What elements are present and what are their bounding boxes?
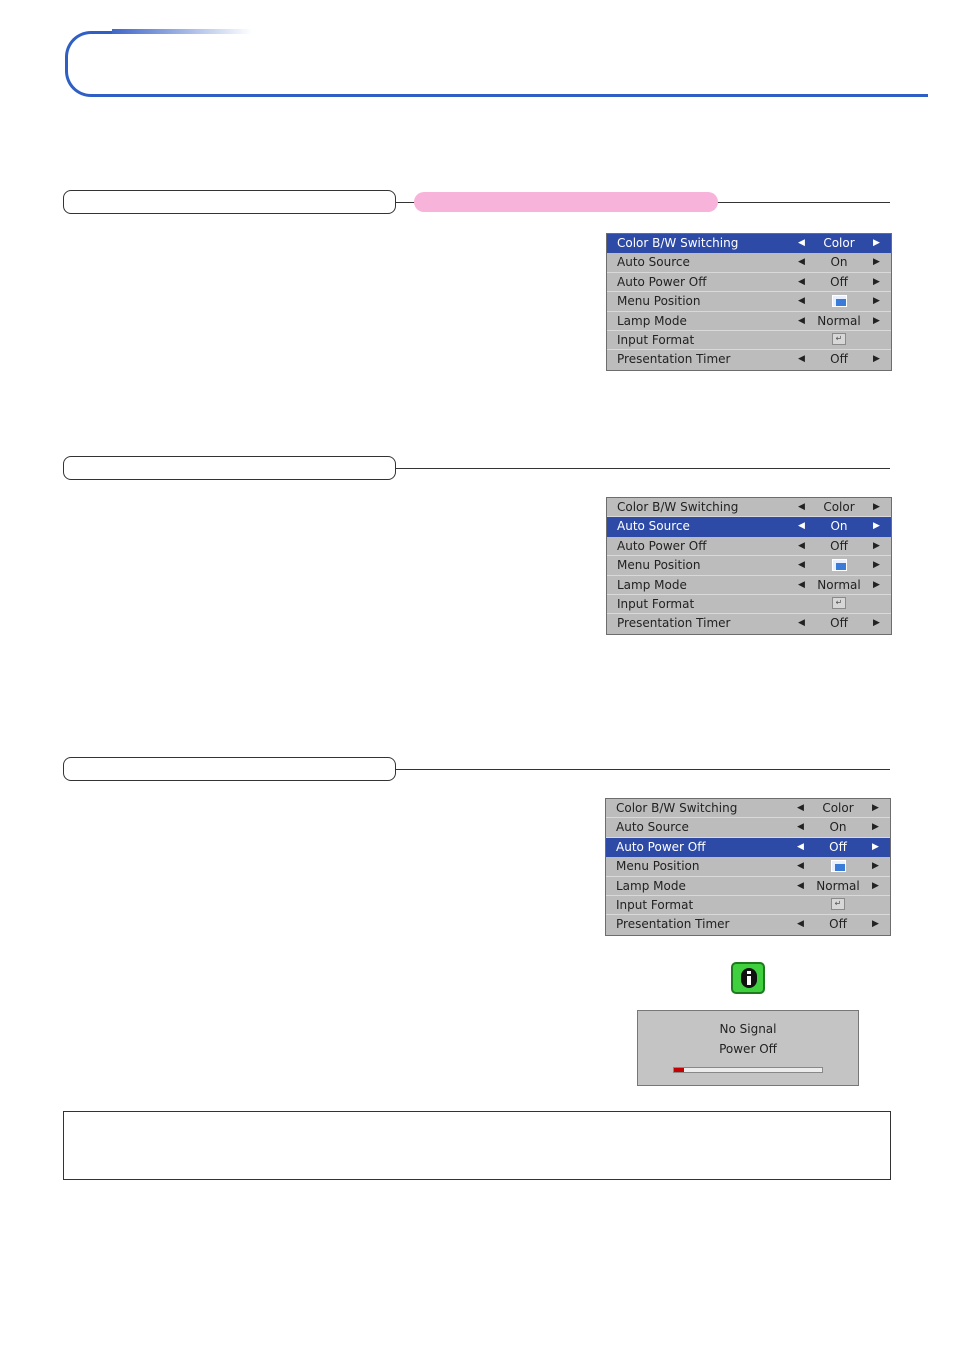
menu-row-value: On bbox=[829, 820, 847, 835]
left-arrow-icon[interactable]: ◀ bbox=[798, 560, 805, 571]
info-icon bbox=[731, 962, 765, 994]
menu-row[interactable] bbox=[607, 498, 891, 517]
menu-row[interactable] bbox=[606, 877, 890, 896]
right-arrow-icon[interactable]: ▶ bbox=[872, 919, 879, 930]
menu-row-value: Off bbox=[829, 917, 847, 932]
right-arrow-icon[interactable]: ▶ bbox=[872, 822, 879, 833]
left-arrow-icon[interactable]: ◀ bbox=[797, 861, 804, 872]
section-3-rule bbox=[396, 769, 890, 770]
right-arrow-icon[interactable]: ▶ bbox=[872, 841, 879, 852]
enter-icon[interactable]: ↵ bbox=[832, 333, 846, 345]
left-arrow-icon[interactable]: ◀ bbox=[798, 276, 805, 287]
menu-row-value: Off bbox=[830, 616, 848, 631]
menu-position-icon bbox=[831, 860, 846, 872]
left-arrow-icon[interactable]: ◀ bbox=[797, 822, 804, 833]
osd-menu-panel-2 bbox=[606, 497, 892, 635]
menu-row-value: Normal bbox=[817, 577, 861, 592]
menu-row[interactable] bbox=[606, 915, 890, 934]
menu-row-label: Presentation Timer bbox=[616, 917, 730, 932]
menu-row-label: Color B/W Switching bbox=[617, 236, 739, 250]
left-arrow-icon[interactable]: ◀ bbox=[797, 919, 804, 930]
section-3-heading bbox=[63, 757, 396, 781]
menu-row-value: Color bbox=[823, 500, 855, 514]
right-arrow-icon[interactable]: ▶ bbox=[872, 861, 879, 872]
section-1-heading bbox=[63, 190, 396, 214]
menu-row-label: Auto Source bbox=[617, 255, 690, 270]
menu-row-label: Input Format bbox=[617, 332, 695, 347]
menu-row-value: Color bbox=[822, 801, 854, 815]
menu-row-label: Lamp Mode bbox=[617, 313, 687, 328]
menu-position-icon bbox=[832, 559, 847, 571]
right-arrow-icon[interactable]: ▶ bbox=[873, 276, 880, 287]
menu-row-label: Lamp Mode bbox=[616, 878, 686, 893]
menu-row-value: Off bbox=[830, 274, 848, 289]
menu-row-label: Menu Position bbox=[617, 558, 701, 573]
input-format-value bbox=[812, 595, 866, 614]
menu-row[interactable] bbox=[607, 331, 891, 350]
menu-position-value bbox=[812, 292, 866, 311]
right-arrow-icon[interactable]: ▶ bbox=[873, 618, 880, 629]
menu-position-value bbox=[812, 556, 866, 575]
power-off-progress-bar bbox=[673, 1067, 823, 1073]
no-signal-text: No Signal bbox=[719, 1022, 777, 1036]
menu-row[interactable] bbox=[606, 818, 890, 837]
menu-row-label: Color B/W Switching bbox=[616, 801, 738, 815]
right-arrow-icon[interactable]: ▶ bbox=[872, 803, 879, 813]
menu-row-value: On bbox=[830, 519, 848, 534]
menu-row[interactable] bbox=[607, 595, 891, 614]
left-arrow-icon[interactable]: ◀ bbox=[798, 257, 805, 268]
menu-position-value bbox=[811, 857, 865, 876]
menu-row-label: Presentation Timer bbox=[617, 352, 731, 367]
power-off-progress-fill bbox=[674, 1068, 684, 1072]
menu-row[interactable] bbox=[607, 614, 891, 633]
menu-row[interactable] bbox=[606, 799, 890, 818]
no-signal-dialog bbox=[637, 1010, 859, 1086]
page-header-frame bbox=[65, 31, 928, 97]
left-arrow-icon[interactable]: ◀ bbox=[798, 296, 805, 307]
menu-row[interactable] bbox=[607, 292, 891, 311]
left-arrow-icon[interactable]: ◀ bbox=[798, 238, 805, 248]
menu-row-label: Lamp Mode bbox=[617, 577, 687, 592]
section-2-heading bbox=[63, 456, 396, 480]
menu-row-value: Normal bbox=[817, 313, 861, 328]
note-box bbox=[63, 1111, 891, 1180]
menu-row[interactable] bbox=[607, 273, 891, 292]
menu-row-label: Color B/W Switching bbox=[617, 500, 739, 514]
menu-row[interactable] bbox=[607, 234, 891, 253]
menu-row-value: Color bbox=[823, 236, 855, 250]
menu-row-value: On bbox=[830, 255, 848, 270]
input-format-value bbox=[812, 331, 866, 350]
left-arrow-icon[interactable]: ◀ bbox=[798, 354, 805, 365]
menu-row[interactable] bbox=[607, 537, 891, 556]
menu-row[interactable] bbox=[607, 517, 891, 536]
right-arrow-icon[interactable]: ▶ bbox=[873, 354, 880, 365]
left-arrow-icon[interactable]: ◀ bbox=[798, 579, 805, 590]
menu-row[interactable] bbox=[606, 857, 890, 876]
right-arrow-icon[interactable]: ▶ bbox=[873, 502, 880, 512]
left-arrow-icon[interactable]: ◀ bbox=[798, 618, 805, 629]
right-arrow-icon[interactable]: ▶ bbox=[873, 296, 880, 307]
menu-row-value: Off bbox=[830, 352, 848, 367]
right-arrow-icon[interactable]: ▶ bbox=[873, 579, 880, 590]
osd-menu-panel-1 bbox=[606, 233, 892, 371]
right-arrow-icon[interactable]: ▶ bbox=[873, 257, 880, 268]
menu-row[interactable] bbox=[607, 312, 891, 331]
menu-row-label: Menu Position bbox=[616, 859, 700, 874]
osd-menu-panel-3 bbox=[605, 798, 891, 936]
section-1-badge bbox=[414, 192, 718, 212]
menu-row-label: Input Format bbox=[616, 897, 694, 912]
page-header-accent bbox=[112, 29, 252, 34]
section-2-rule bbox=[396, 468, 890, 469]
enter-icon[interactable]: ↵ bbox=[832, 597, 846, 609]
menu-row-label: Input Format bbox=[617, 596, 695, 611]
menu-row-value: Off bbox=[829, 839, 847, 854]
menu-row[interactable] bbox=[607, 556, 891, 575]
menu-row-label: Auto Power Off bbox=[617, 274, 707, 289]
menu-row-label: Auto Power Off bbox=[617, 538, 707, 553]
menu-row[interactable] bbox=[606, 838, 890, 857]
menu-row-label: Auto Source bbox=[617, 519, 690, 534]
right-arrow-icon[interactable]: ▶ bbox=[873, 560, 880, 571]
menu-row-value: Off bbox=[830, 538, 848, 553]
left-arrow-icon[interactable]: ◀ bbox=[797, 803, 804, 813]
menu-position-icon bbox=[832, 295, 847, 307]
enter-icon[interactable]: ↵ bbox=[831, 898, 845, 910]
power-off-text: Power Off bbox=[719, 1042, 777, 1056]
right-arrow-icon[interactable]: ▶ bbox=[872, 880, 879, 891]
menu-row-label: Presentation Timer bbox=[617, 616, 731, 631]
menu-row-label: Menu Position bbox=[617, 294, 701, 309]
right-arrow-icon[interactable]: ▶ bbox=[873, 238, 880, 248]
right-arrow-icon[interactable]: ▶ bbox=[873, 540, 880, 551]
left-arrow-icon[interactable]: ◀ bbox=[798, 502, 805, 512]
right-arrow-icon[interactable]: ▶ bbox=[873, 521, 880, 532]
left-arrow-icon[interactable]: ◀ bbox=[797, 880, 804, 891]
input-format-value bbox=[811, 896, 865, 915]
menu-row-label: Auto Source bbox=[616, 820, 689, 835]
menu-row[interactable] bbox=[607, 350, 891, 369]
left-arrow-icon[interactable]: ◀ bbox=[798, 540, 805, 551]
left-arrow-icon[interactable]: ◀ bbox=[798, 315, 805, 326]
menu-row[interactable] bbox=[606, 896, 890, 915]
menu-row[interactable] bbox=[607, 253, 891, 272]
menu-row[interactable] bbox=[607, 576, 891, 595]
menu-row-label: Auto Power Off bbox=[616, 839, 706, 854]
menu-row-value: Normal bbox=[816, 878, 860, 893]
left-arrow-icon[interactable]: ◀ bbox=[798, 521, 805, 532]
left-arrow-icon[interactable]: ◀ bbox=[797, 841, 804, 852]
right-arrow-icon[interactable]: ▶ bbox=[873, 315, 880, 326]
